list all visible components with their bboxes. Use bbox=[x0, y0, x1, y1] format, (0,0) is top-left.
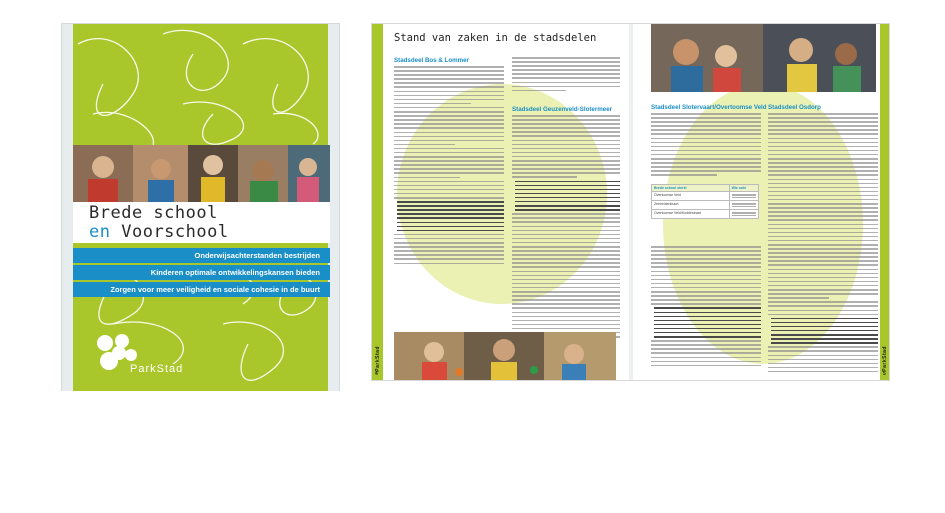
cover-title-voorschool: Voorschool bbox=[121, 222, 229, 242]
right-page bbox=[633, 24, 890, 381]
table-cell: Overtoomse Veld/Koddestraat bbox=[652, 210, 730, 219]
right-page-number: 5 bbox=[883, 371, 886, 377]
cover-title-line-2 bbox=[89, 222, 229, 242]
section-geuzenveld-text bbox=[512, 115, 620, 340]
brede-school-table bbox=[651, 184, 759, 219]
left-page-side-label: ParkStad bbox=[375, 346, 381, 372]
table-header-row bbox=[652, 185, 759, 192]
section-slotervaart-heading: Stadsdeel Slotervaart/Overtoomse Veld bbox=[651, 104, 767, 111]
section-bos-lommer-heading: Stadsdeel Bos & Lommer bbox=[394, 57, 469, 64]
cover-band-3: Zorgen voor meer veiligheid en sociale cohesie in de buurt bbox=[73, 282, 330, 297]
right-page-top-photo bbox=[651, 24, 876, 92]
children-playing-image bbox=[394, 332, 616, 381]
parkstad-logo-text: ParkStad bbox=[130, 363, 184, 375]
column-2-intro-text bbox=[512, 57, 620, 97]
table-cell: Overtoomse Veld bbox=[652, 192, 730, 201]
section-osdorp-text bbox=[768, 113, 878, 375]
section-osdorp-heading: Stadsdeel Osdorp bbox=[768, 104, 821, 111]
table-row bbox=[652, 201, 759, 210]
right-page-lime-strip bbox=[880, 24, 890, 381]
table-cell bbox=[729, 192, 758, 201]
table-header-cell: Wie ook! bbox=[729, 185, 758, 192]
cover-left-margin bbox=[62, 24, 73, 391]
table-cell bbox=[729, 210, 758, 219]
cover-band-2: Kinderen optimale ontwikkelingskansen bieden bbox=[73, 265, 330, 280]
section-slotervaart-text bbox=[651, 113, 761, 181]
table-cell: Zeeheldenbuurt bbox=[652, 201, 730, 210]
left-page-number: 4 bbox=[375, 371, 378, 377]
table-header-cell: Brede school sterk! bbox=[652, 185, 730, 192]
brochure-cover bbox=[61, 23, 340, 391]
cover-photo-strip bbox=[73, 145, 330, 202]
table-cell bbox=[729, 201, 758, 210]
brochure-spread bbox=[371, 23, 890, 381]
slotervaart-continued-text bbox=[651, 246, 761, 376]
left-page bbox=[372, 24, 629, 381]
table-row bbox=[652, 210, 759, 219]
left-page-lime-strip bbox=[372, 24, 383, 381]
table-row bbox=[652, 192, 759, 201]
cover-band-1: Onderwijsachterstanden bestrijden bbox=[73, 248, 330, 263]
section-geuzenveld-heading: Stadsdeel Geuzenveld-Slotermeer bbox=[512, 106, 613, 113]
left-page-children-photo bbox=[394, 332, 616, 381]
cover-title-en: en bbox=[89, 222, 111, 242]
cover-title-box bbox=[73, 202, 330, 243]
classroom-photo-image bbox=[651, 24, 876, 92]
cover-title-line-1: Brede school bbox=[89, 203, 218, 223]
spread-title: Stand van zaken in de stadsdelen bbox=[394, 32, 597, 44]
right-page-side-label: ParkStad bbox=[882, 346, 888, 372]
children-photo-image bbox=[73, 145, 330, 202]
section-bos-lommer-text bbox=[394, 66, 504, 304]
